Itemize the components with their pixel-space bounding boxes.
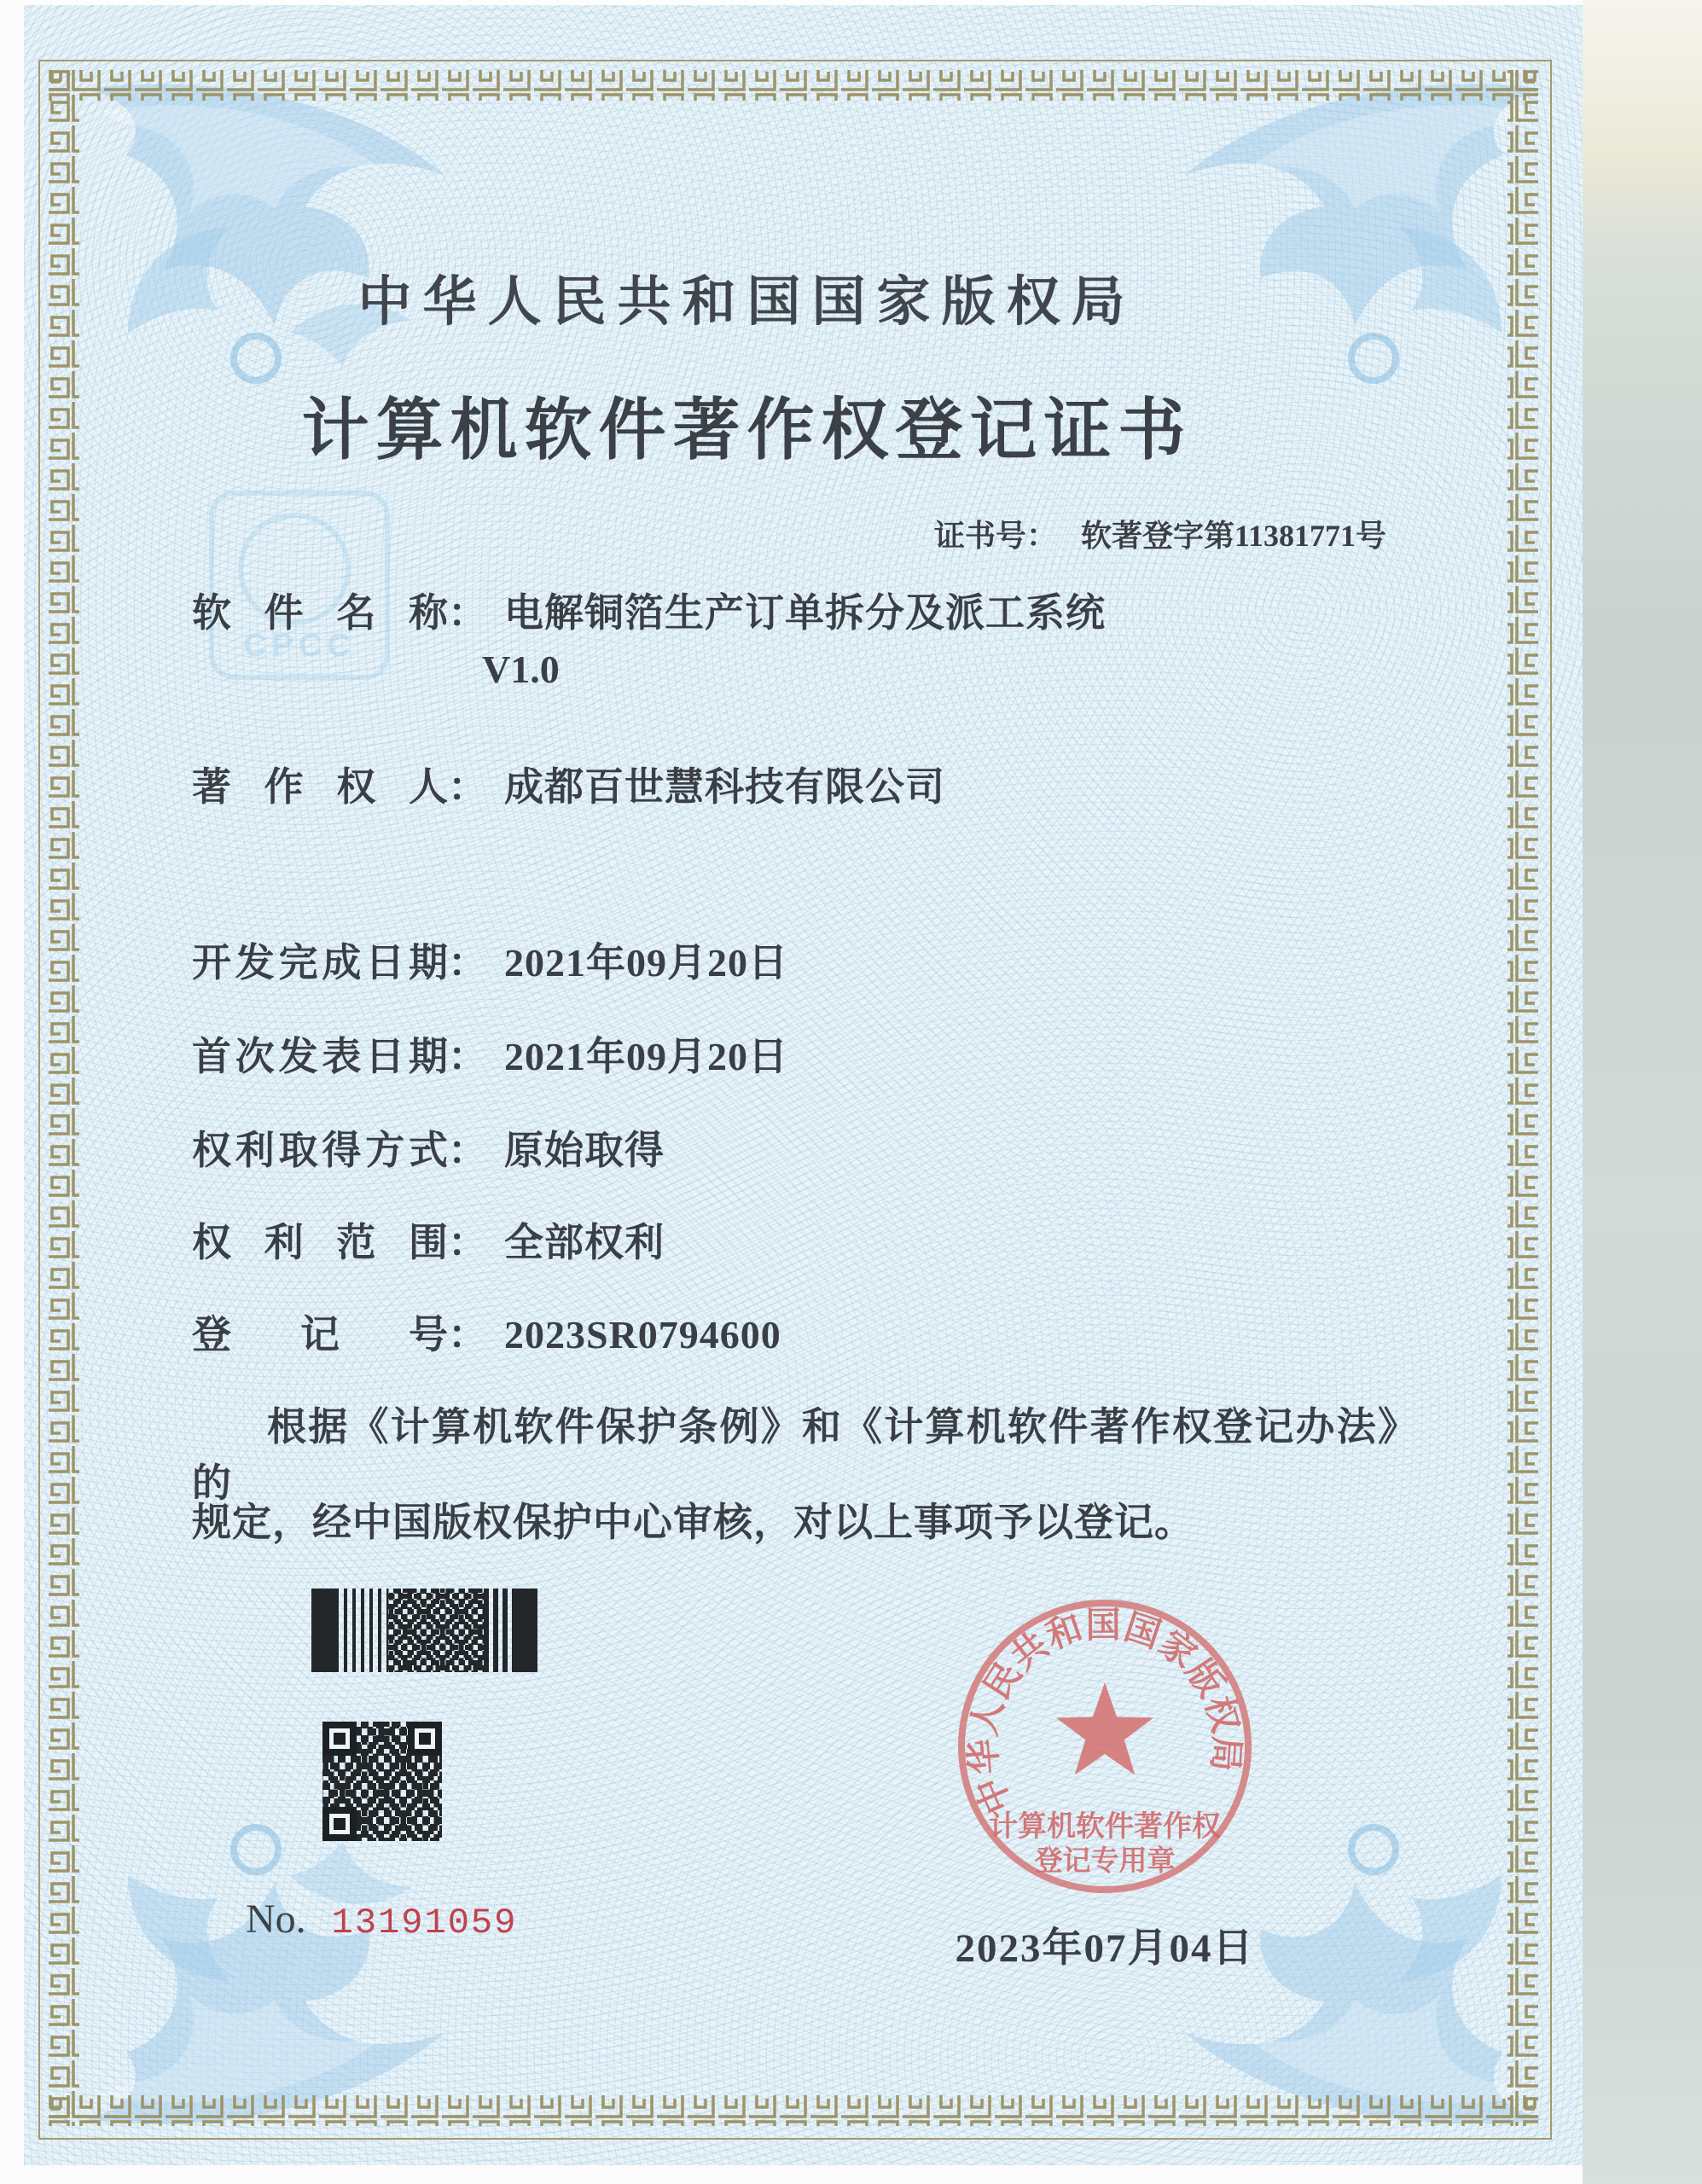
certificate-number-line [934,512,1386,555]
field-row-dev-complete-date [192,932,788,983]
qr-finder-icon [408,1722,442,1756]
field-colon: ： [448,1313,487,1356]
certificate-number-value: 软著登字第11381771号 [1081,519,1387,553]
field-label: 著作权人 [192,765,448,809]
barcode-bar [311,1589,335,1672]
barcode-stripes [484,1589,516,1672]
barcode-stripes [335,1589,388,1672]
field-label: 权利范围 [192,1221,448,1264]
field-label: 软件名称 [192,591,448,635]
barcode-2d-blocks [388,1589,484,1672]
statement-line-2: 规定，经中国版权保护中心审核，对以上事项予以登记。 [192,1501,1194,1544]
official-seal [938,1580,1271,1913]
field-colon: ： [448,591,487,635]
field-colon: ： [448,1035,487,1078]
field-label: 首次发表日期 [192,1035,448,1078]
greek-key-border [38,60,1552,2140]
field-value: 2023SR0794600 [504,1313,781,1356]
issue-date: 2023年07月04日 [955,1926,1255,1971]
field-value: 成都百世慧科技有限公司 [504,765,945,809]
qr-finder-icon [322,1722,357,1756]
seal-line2: 登记专用章 [1034,1846,1176,1877]
certificate-title: 计算机软件著作权登记证书 [301,394,1193,468]
field-row-rights-acquisition [192,1119,665,1170]
seal-line1: 计算机软件著作权 [989,1811,1221,1843]
field-value: 原始取得 [504,1129,665,1172]
seal-ring-text: 中华人民共和国国家版权局 [963,1606,1246,1819]
field-colon: ： [448,1221,487,1264]
field-row-registration-number [192,1304,781,1355]
certificate-number-label: 证书号： [934,519,1058,553]
field-row-first-publish-date [192,1025,788,1077]
cpcc-watermark-text: CPCC [243,628,356,664]
barcode-bar [516,1589,537,1672]
field-label: 登记号 [192,1313,448,1356]
field-colon: ： [448,941,487,985]
field-value: 电解铜箔生产订单拆分及派工系统 [504,591,1106,635]
field-colon: ： [448,765,487,809]
field-value: 2021年09月20日 [504,941,788,985]
statement-line-1: 根据《计算机软件保护条例》和《计算机软件著作权登记办法》的 [192,1405,1418,1505]
qr-finder-icon [322,1807,357,1841]
field-row-software-name [192,582,1106,633]
field-label: 权利取得方式 [192,1129,448,1172]
serial-number: 13191059 [331,1902,518,1943]
scan-edge-bottom [0,2165,1702,2184]
software-version: V1.0 [482,648,560,691]
field-colon: ： [448,1129,487,1172]
authority-title: 中华人民共和国国家版权局 [357,272,1136,332]
field-row-rights-scope [192,1211,665,1263]
field-value: 全部权利 [504,1221,665,1264]
field-row-copyright-owner [192,756,945,807]
scanner-strip [1583,0,1702,2184]
serial-label: No. [246,1896,306,1942]
barcode [311,1589,537,1672]
seal-star-icon [1056,1682,1153,1775]
field-label: 开发完成日期 [192,941,448,985]
field-value: 2021年09月20日 [504,1035,788,1078]
serial-number-line [246,1896,517,1943]
qr-code [322,1722,442,1841]
